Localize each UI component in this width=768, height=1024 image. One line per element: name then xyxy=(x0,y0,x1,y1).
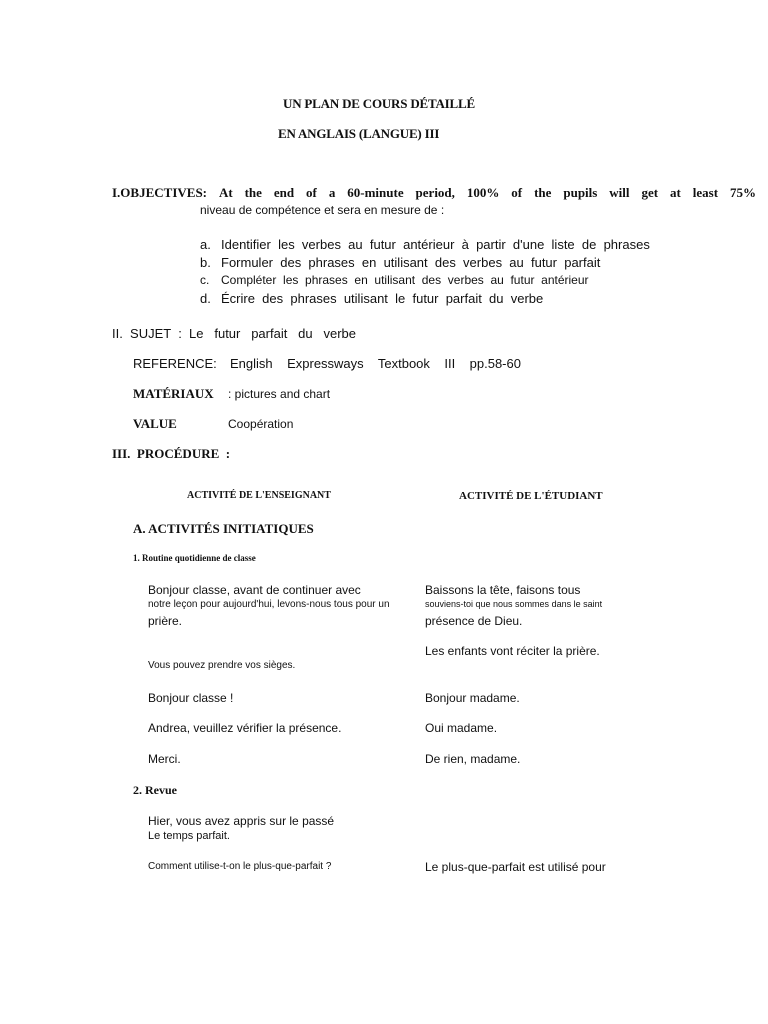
objective-item-d xyxy=(200,291,543,306)
student-column-heading: ACTIVITÉ DE L'ÉTUDIANT xyxy=(459,490,603,502)
materials-label: MATÉRIAUX xyxy=(133,386,214,401)
objectives-word: 100% xyxy=(466,185,500,200)
objective-item-letter: c. xyxy=(200,273,210,287)
objectives-word: get xyxy=(641,185,659,200)
reference-label: REFERENCE: xyxy=(133,356,217,371)
section-a-heading: A. ACTIVITÉS INITIATIQUES xyxy=(133,521,314,536)
document-title-line-1: UN PLAN DE COURS DÉTAILLÉ xyxy=(283,96,475,111)
objectives-word: I.OBJECTIVES: xyxy=(112,185,207,200)
procedure-heading: III. PROCÉDURE : xyxy=(112,446,231,461)
student-line: Bonjour madame. xyxy=(425,691,520,705)
student-line: présence de Dieu. xyxy=(425,614,523,628)
teacher-line: prière. xyxy=(148,614,183,628)
teacher-line: Andrea, veuillez vérifier la présence. xyxy=(148,721,342,735)
student-line: De rien, madame. xyxy=(425,752,521,766)
objectives-word: will xyxy=(609,185,630,200)
teacher-column-heading: ACTIVITÉ DE L'ENSEIGNANT xyxy=(187,490,331,501)
value-value: Coopération xyxy=(228,417,294,431)
objective-item-c xyxy=(200,273,589,287)
objectives-word: at xyxy=(670,185,681,200)
teacher-line: notre leçon pour aujourd'hui, levons-nous tous pour un xyxy=(148,599,390,610)
reference-value: English Expressways Textbook III pp.58-60 xyxy=(230,356,521,371)
student-line: Le plus-que-parfait est utilisé pour xyxy=(425,860,606,874)
objectives-word: 75% xyxy=(730,185,756,200)
revue-heading: 2. Revue xyxy=(133,783,177,797)
objective-item-text: Compléter les phrases en utilisant des verbes au futur antérieur xyxy=(221,273,589,287)
subject-line: II. SUJET : Le futur parfait du verbe xyxy=(112,326,356,341)
student-line: Oui madame. xyxy=(425,721,498,735)
student-line: Les enfants vont réciter la prière. xyxy=(425,644,600,658)
objectives-word: of xyxy=(511,185,523,200)
objective-item-b xyxy=(200,255,600,270)
objectives-continuation: niveau de compétence et sera en mesure de : xyxy=(200,203,445,217)
teacher-line: Bonjour classe, avant de continuer avec xyxy=(148,583,361,597)
objectives-word: At xyxy=(218,185,233,200)
objective-item-text: Formuler des phrases en utilisant des verbes au futur parfait xyxy=(221,255,601,270)
teacher-line: Hier, vous avez appris sur le passé xyxy=(148,814,335,828)
objective-item-a xyxy=(200,237,650,252)
value-label: VALUE xyxy=(133,416,177,431)
objectives-word: 60-minute xyxy=(347,185,404,200)
materials-value: : pictures and chart xyxy=(228,387,331,401)
objectives-line xyxy=(112,185,756,201)
objectives-word: pupils xyxy=(563,185,598,200)
objective-item-text: Identifier les verbes au futur antérieur à partir d'une liste de phrases xyxy=(221,237,650,252)
objectives-word: the xyxy=(534,185,552,200)
objective-item-letter: d. xyxy=(200,291,211,306)
objective-item-letter: a. xyxy=(200,237,211,252)
objectives-word: least xyxy=(692,185,719,200)
student-line: Baissons la tête, faisons tous xyxy=(425,583,581,597)
objective-item-text: Écrire des phrases utilisant le futur parfait du verbe xyxy=(221,291,544,306)
objectives-word: the xyxy=(244,185,262,200)
objective-item-letter: b. xyxy=(200,255,211,270)
document-title-line-2: EN ANGLAIS (LANGUE) III xyxy=(278,126,440,141)
routine-heading: 1. Routine quotidienne de classe xyxy=(133,553,256,563)
teacher-line: Vous pouvez prendre vos sièges. xyxy=(148,660,296,671)
objectives-word: end xyxy=(273,185,295,200)
teacher-line: Le temps parfait. xyxy=(148,830,230,842)
teacher-line: Merci. xyxy=(148,752,181,766)
student-line: souviens-toi que nous sommes dans le saint xyxy=(425,599,603,609)
objectives-word: of xyxy=(306,185,317,200)
teacher-line: Bonjour classe ! xyxy=(148,691,234,705)
objectives-word: period, xyxy=(415,185,455,200)
objectives-word: a xyxy=(328,185,336,200)
teacher-line: Comment utilise-t-on le plus-que-parfait ? xyxy=(148,861,332,872)
